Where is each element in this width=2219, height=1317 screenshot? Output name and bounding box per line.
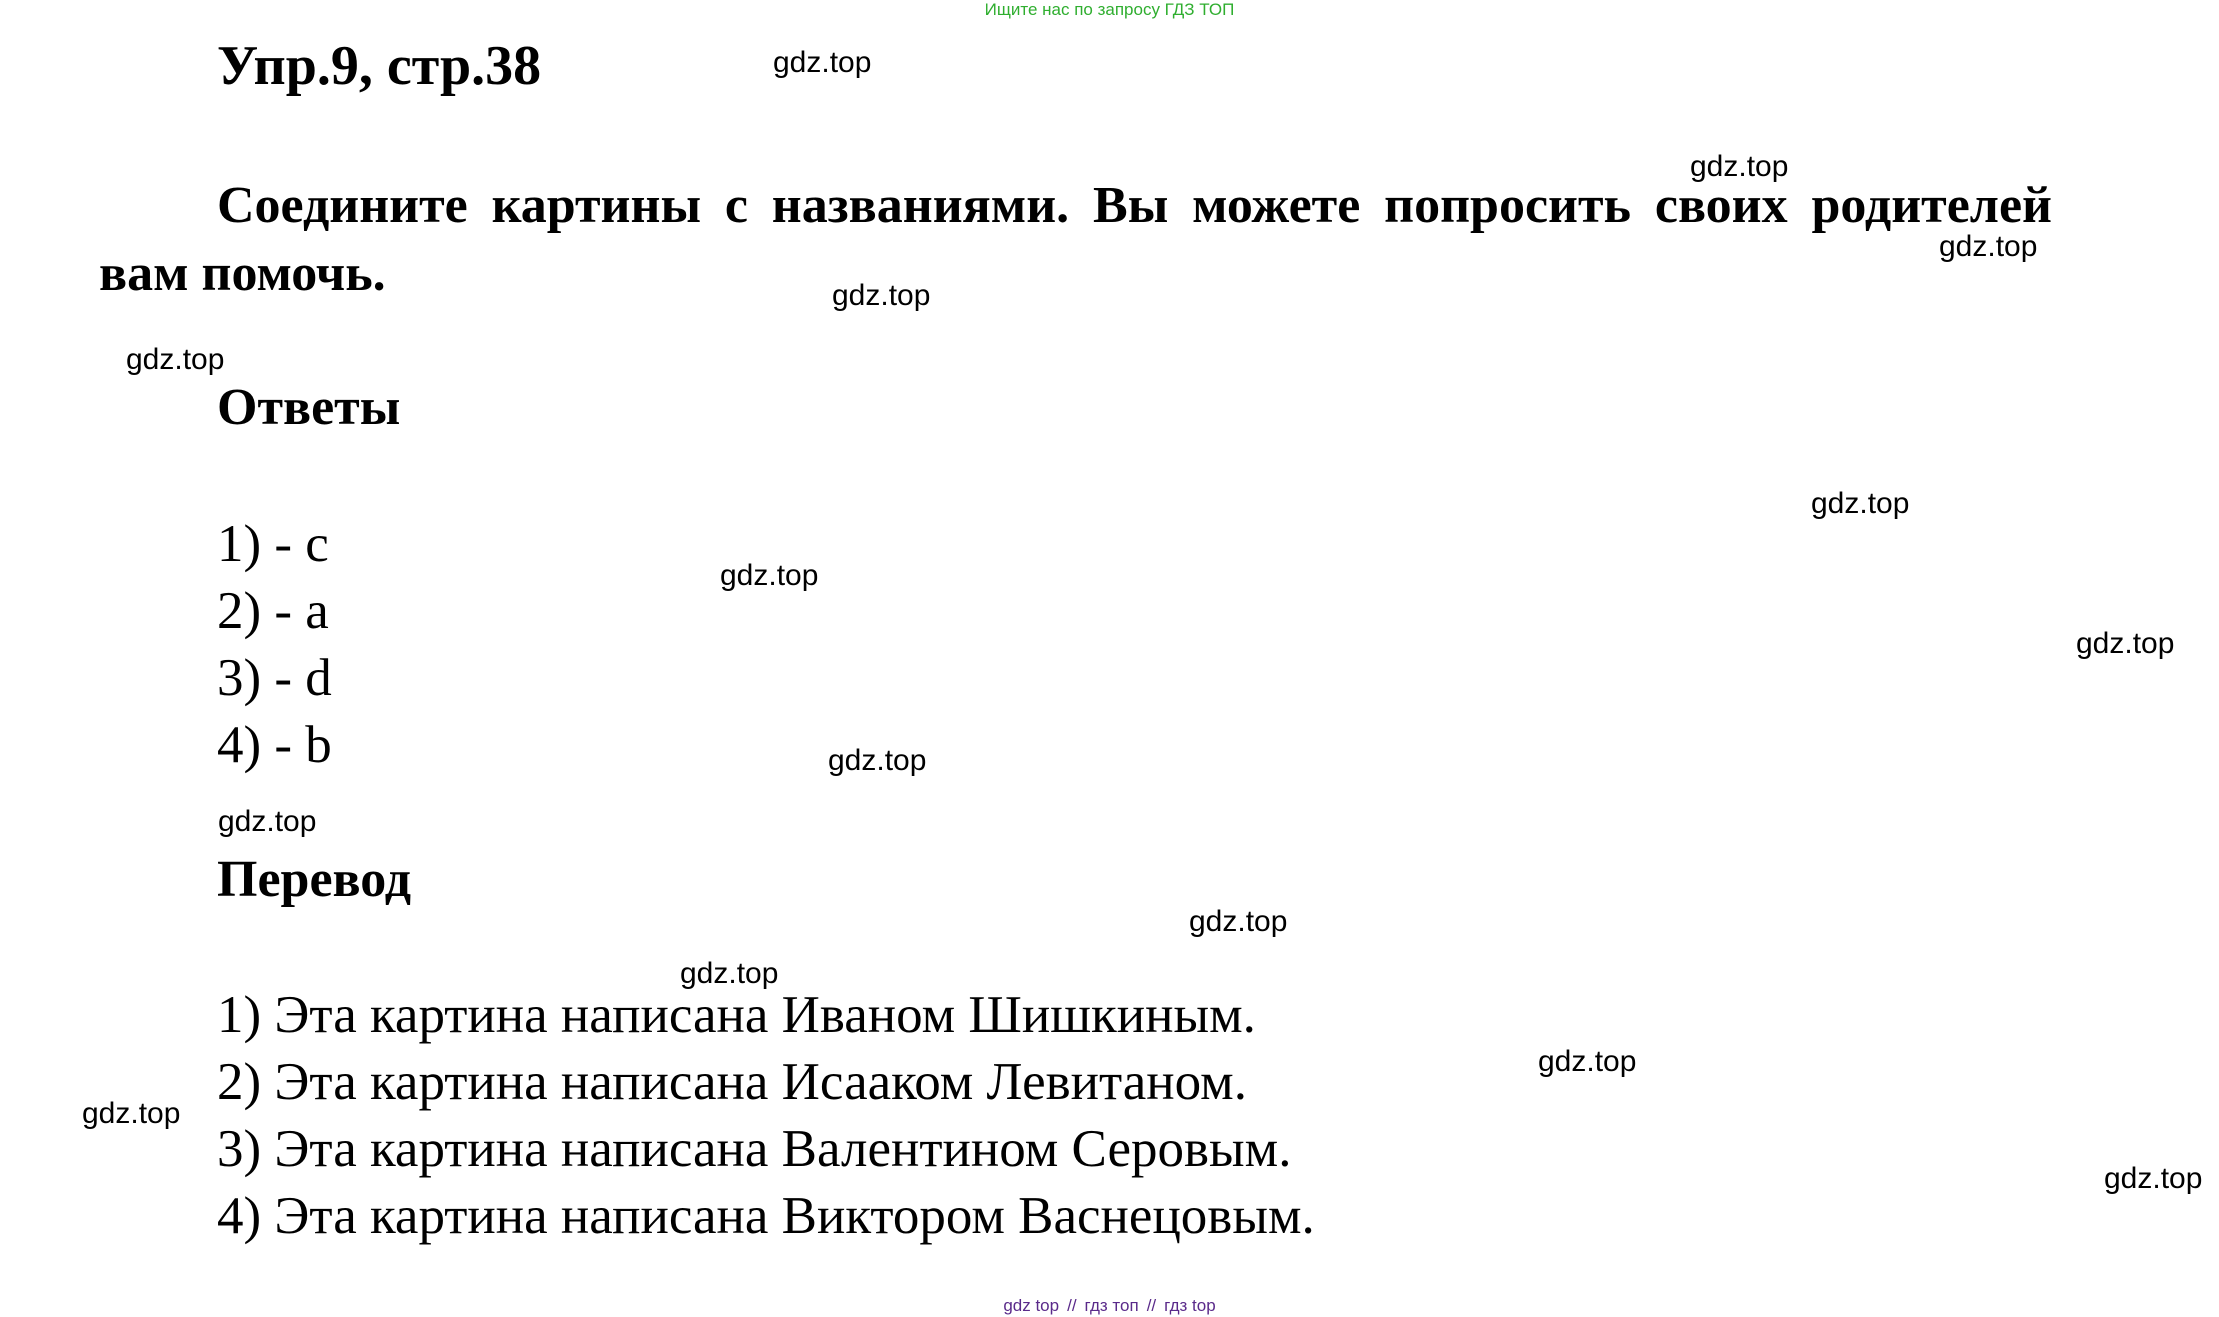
watermark: gdz.top — [82, 1097, 181, 1130]
watermark: gdz.top — [1189, 905, 1288, 938]
answer-item: 3) - d — [217, 649, 332, 707]
footer-text: gdz top — [1003, 1296, 1060, 1315]
translation-item: 3) Эта картина написана Валентином Серовым. — [217, 1120, 1292, 1178]
watermark: gdz.top — [1811, 487, 1910, 520]
watermark: gdz.top — [828, 744, 927, 777]
watermark: gdz.top — [126, 343, 225, 376]
watermark: gdz.top — [1690, 150, 1789, 183]
translation-item: 2) Эта картина написана Исааком Левитаном. — [217, 1053, 1247, 1111]
footer-text: гдз top — [1164, 1296, 1216, 1315]
watermark: gdz.top — [1538, 1045, 1637, 1078]
footer — [0, 1296, 2219, 1316]
translation-item: 1) Эта картина написана Иваном Шишкиным. — [217, 986, 1256, 1044]
task-text: Соедините картины с названиями. Вы можете попросить своих родителей вам помочь. — [99, 177, 2052, 302]
watermark: gdz.top — [2104, 1162, 2203, 1195]
answer-item: 4) - b — [217, 716, 332, 774]
watermark: gdz.top — [1939, 230, 2038, 263]
answers-heading: Ответы — [217, 379, 401, 436]
watermark: gdz.top — [832, 279, 931, 312]
answers-list — [217, 511, 332, 779]
answer-item: 2) - a — [217, 582, 329, 640]
answer-item: 1) - c — [217, 515, 329, 573]
translation-list — [217, 982, 1315, 1250]
footer-separator: // — [1146, 1296, 1157, 1315]
watermark: gdz.top — [2076, 627, 2175, 660]
watermark: gdz.top — [720, 559, 819, 592]
translation-item: 4) Эта картина написана Виктором Васнецовым. — [217, 1187, 1315, 1245]
translation-heading: Перевод — [217, 851, 412, 908]
watermark: gdz.top — [773, 46, 872, 79]
footer-separator: // — [1067, 1296, 1077, 1315]
search-hint: Ищите нас по запросу ГДЗ ТОП — [984, 0, 1235, 19]
page-title: Упр.9, стр.38 — [217, 35, 542, 97]
watermark: gdz.top — [218, 805, 317, 838]
watermark: gdz.top — [680, 957, 779, 990]
footer-text: гдз топ — [1084, 1296, 1139, 1315]
